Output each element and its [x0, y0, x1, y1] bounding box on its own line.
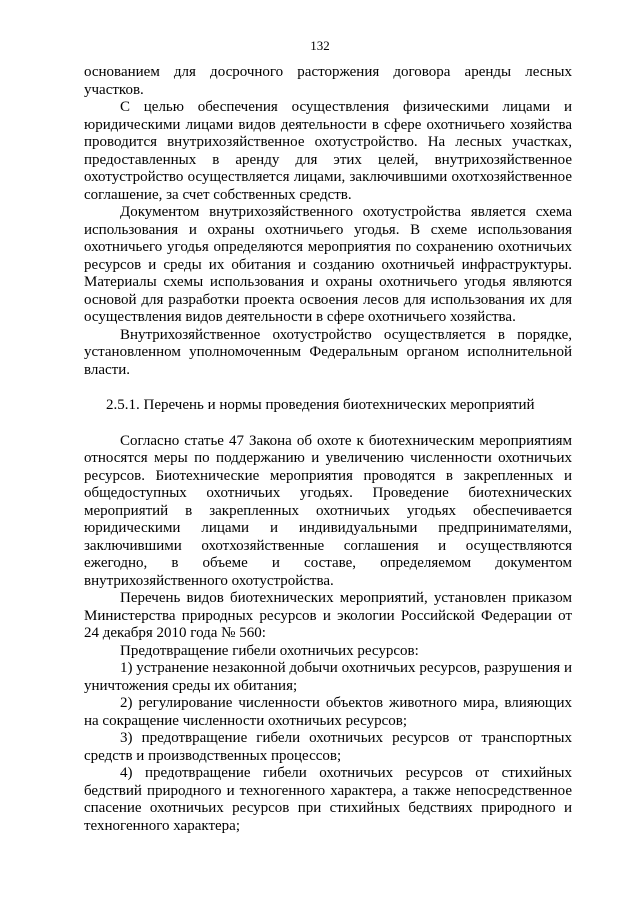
- paragraph: основанием для досрочного расторжения договора аренды лесных участков.: [84, 64, 572, 98]
- list-item: 1) устранение незаконной добычи охотничьих ресурсов, разрушения и уничтожения среды их обитания;: [84, 660, 572, 694]
- list-heading: Предотвращение гибели охотничьих ресурсов:: [120, 642, 419, 659]
- section-heading: 2.5.1. Перечень и нормы проведения биотехнических мероприятий: [106, 397, 535, 413]
- paragraph: С целью обеспечения осуществления физическими лицами и юридическими лицами видов деятельности в сфере охотничьего хозяйства проводится внутрихозяйственное охотустройство. На лесных участках, предоставленных в аренду для этих целей, внутрихозяйственное охотустройство осуществляется лицами, заключившими охотхозяйственное соглашение, за счет собственных средств.: [84, 99, 572, 203]
- paragraph: Перечень видов биотехнических мероприятий, установлен приказом Министерства природных ресурсов и экологии Российской Федерации от 24 декабря 2010 года № 560:: [84, 590, 572, 641]
- paragraph: Внутрихозяйственное охотустройство осуществляется в порядке, установленном уполномоченным Федеральным органом исполнительной власти.: [84, 326, 572, 378]
- paragraph: Согласно статье 47 Закона об охоте к биотехническим мероприятиям относятся меры по поддержанию и увеличению численности охотничьих ресурсов. Биотехнические мероприятия проводятся в закрепленных и общедоступных охотничьих угодьях. Проведение биотехнических мероприятий в закрепленных охотничьих угодьях обеспечивается юридическими лицами и индивидуальными предпринимателями, заключившими охотхозяйственные соглашения и осуществляются ежегодно, в объеме и составе, определяемом документом внутрихозяйственного охотустройства.: [84, 432, 572, 589]
- list-item: 3) предотвращение гибели охотничьих ресурсов от транспортных средств и производственных процессов;: [84, 730, 572, 764]
- page-number: 132: [310, 38, 330, 53]
- list-item: 4) предотвращение гибели охотничьих ресурсов от стихийных бедствий природного и техногенного характера, а также непосредственное спасение охотничьих ресурсов при стихийных бедствиях природного и техногенного характера;: [84, 765, 572, 834]
- document-body: [84, 64, 572, 835]
- paragraph: Документом внутрихозяйственного охотустройства является схема использования и охраны охотничьего угодья. В схеме использования охотничьего угодья определяются мероприятия по сохранению охотничьих ресурсов и среды их обитания и созданию охотничьей инфраструктуры. Материалы схемы использования и охраны охотничьего угодья являются основой для разработки проекта освоения лесов для использования их для осуществления видов деятельности в сфере охотничьего хозяйства.: [84, 204, 572, 325]
- list-item: 2) регулирование численности объектов животного мира, влияющих на сокращение численности охотничьих ресурсов;: [84, 695, 572, 729]
